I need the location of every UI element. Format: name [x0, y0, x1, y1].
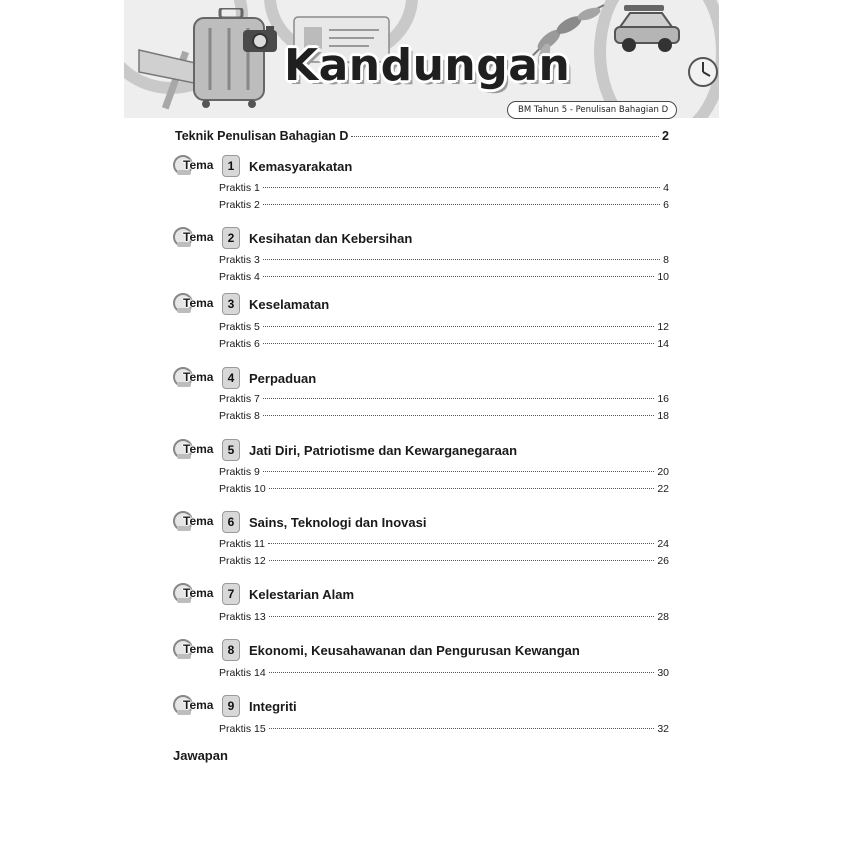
- key-icon: [172, 694, 218, 718]
- entry-label: Praktis 11: [219, 538, 265, 550]
- toc-entry[interactable]: [219, 182, 669, 194]
- contents-page: [124, 0, 719, 842]
- key-icon: [172, 438, 218, 462]
- key-icon: [172, 582, 218, 606]
- entry-label: Praktis 15: [219, 723, 266, 735]
- theme-title: Kelestarian Alam: [249, 586, 355, 602]
- theme-number: 2: [222, 227, 240, 249]
- entry-page-number: 4: [663, 182, 669, 194]
- page-title: Kandungan: [284, 40, 571, 91]
- theme-title: Kemasyarakatan: [249, 158, 353, 174]
- entry-page-number: 32: [657, 723, 669, 735]
- theme-heading[interactable]: [172, 638, 580, 662]
- theme-title: Jati Diri, Patriotisme dan Kewarganegaraan: [249, 442, 518, 458]
- toc-entry[interactable]: [219, 555, 669, 567]
- dot-leader: [269, 560, 655, 561]
- theme-word: Tema: [183, 642, 214, 656]
- toc-entry[interactable]: [219, 271, 669, 283]
- entry-page-number: 22: [657, 483, 669, 495]
- toc-entry[interactable]: [219, 321, 669, 333]
- theme-title: Kesihatan dan Kebersihan: [249, 230, 413, 246]
- theme-number: 7: [222, 583, 240, 605]
- theme-word: Tema: [183, 442, 214, 456]
- entry-page-number: 2: [662, 129, 669, 143]
- dot-leader: [269, 672, 655, 673]
- entry-page-number: 10: [657, 271, 669, 283]
- key-icon: [172, 226, 218, 250]
- entry-label: Praktis 6: [219, 338, 260, 350]
- key-icon: [172, 366, 218, 390]
- entry-page-number: 6: [663, 199, 669, 211]
- table-of-contents: [124, 0, 719, 842]
- theme-number: 8: [222, 639, 240, 661]
- dot-leader: [268, 543, 654, 544]
- dot-leader: [263, 326, 654, 327]
- theme-heading[interactable]: [172, 154, 352, 178]
- entry-label: Praktis 12: [219, 555, 266, 567]
- theme-word: Tema: [183, 158, 214, 172]
- toc-entry[interactable]: [219, 410, 669, 422]
- toc-entry[interactable]: [219, 199, 669, 211]
- key-icon: [172, 292, 218, 316]
- dot-leader: [269, 488, 655, 489]
- entry-label: Praktis 13: [219, 611, 266, 623]
- toc-entry[interactable]: [219, 538, 669, 550]
- dot-leader: [263, 343, 654, 344]
- toc-entry[interactable]: [219, 466, 669, 478]
- theme-title: Keselamatan: [249, 296, 330, 312]
- theme-word: Tema: [183, 230, 214, 244]
- theme-heading[interactable]: [172, 694, 297, 718]
- entry-page-number: 18: [657, 410, 669, 422]
- theme-number: 9: [222, 695, 240, 717]
- toc-entry[interactable]: [219, 667, 669, 679]
- entry-label: Praktis 2: [219, 199, 260, 211]
- dot-leader: [263, 259, 660, 260]
- entry-label: Praktis 9: [219, 466, 260, 478]
- theme-title: Integriti: [249, 698, 297, 714]
- entry-page-number: 26: [657, 555, 669, 567]
- theme-title: Sains, Teknologi dan Inovasi: [249, 514, 427, 530]
- book-subtitle-badge: BM Tahun 5 - Penulisan Bahagian D: [507, 101, 677, 119]
- theme-heading[interactable]: [172, 292, 329, 316]
- toc-entry[interactable]: [219, 254, 669, 266]
- dot-leader: [263, 276, 654, 277]
- entry-label: Praktis 3: [219, 254, 260, 266]
- entry-page-number: 8: [663, 254, 669, 266]
- toc-entry-intro[interactable]: [175, 129, 669, 143]
- entry-page-number: 30: [657, 667, 669, 679]
- entry-label: Teknik Penulisan Bahagian D: [175, 129, 349, 143]
- theme-number: 3: [222, 293, 240, 315]
- theme-title: Perpaduan: [249, 370, 317, 386]
- theme-heading[interactable]: [172, 582, 354, 606]
- toc-entry[interactable]: [219, 393, 669, 405]
- theme-heading[interactable]: [172, 226, 412, 250]
- dot-leader: [263, 187, 660, 188]
- entry-page-number: 16: [657, 393, 669, 405]
- theme-number: 5: [222, 439, 240, 461]
- theme-title: Ekonomi, Keusahawanan dan Pengurusan Kewangan: [249, 642, 580, 658]
- entry-label: Praktis 1: [219, 182, 260, 194]
- theme-word: Tema: [183, 296, 214, 310]
- toc-entry-answers[interactable]: Jawapan: [173, 748, 228, 763]
- theme-word: Tema: [183, 514, 214, 528]
- toc-entry[interactable]: [219, 483, 669, 495]
- dot-leader: [269, 616, 655, 617]
- toc-entry[interactable]: [219, 338, 669, 350]
- key-icon: [172, 154, 218, 178]
- theme-number: 6: [222, 511, 240, 533]
- entry-label: Praktis 8: [219, 410, 260, 422]
- entry-page-number: 20: [657, 466, 669, 478]
- entry-page-number: 12: [657, 321, 669, 333]
- dot-leader: [269, 728, 655, 729]
- entry-label: Praktis 5: [219, 321, 260, 333]
- entry-label: Praktis 10: [219, 483, 266, 495]
- theme-heading[interactable]: [172, 366, 316, 390]
- theme-word: Tema: [183, 370, 214, 384]
- theme-number: 1: [222, 155, 240, 177]
- toc-entry[interactable]: [219, 723, 669, 735]
- dot-leader: [263, 398, 654, 399]
- entry-page-number: 28: [657, 611, 669, 623]
- theme-heading[interactable]: [172, 510, 426, 534]
- theme-heading[interactable]: [172, 438, 517, 462]
- entry-label: Praktis 4: [219, 271, 260, 283]
- theme-word: Tema: [183, 586, 214, 600]
- theme-number: 4: [222, 367, 240, 389]
- entry-page-number: 24: [657, 538, 669, 550]
- theme-word: Tema: [183, 698, 214, 712]
- entry-page-number: 14: [657, 338, 669, 350]
- entry-label: Praktis 14: [219, 667, 266, 679]
- entry-label: Praktis 7: [219, 393, 260, 405]
- dot-leader: [263, 471, 654, 472]
- dot-leader: [263, 415, 654, 416]
- toc-entry[interactable]: [219, 611, 669, 623]
- dot-leader: [263, 204, 660, 205]
- dot-leader: [351, 136, 659, 137]
- key-icon: [172, 638, 218, 662]
- key-icon: [172, 510, 218, 534]
